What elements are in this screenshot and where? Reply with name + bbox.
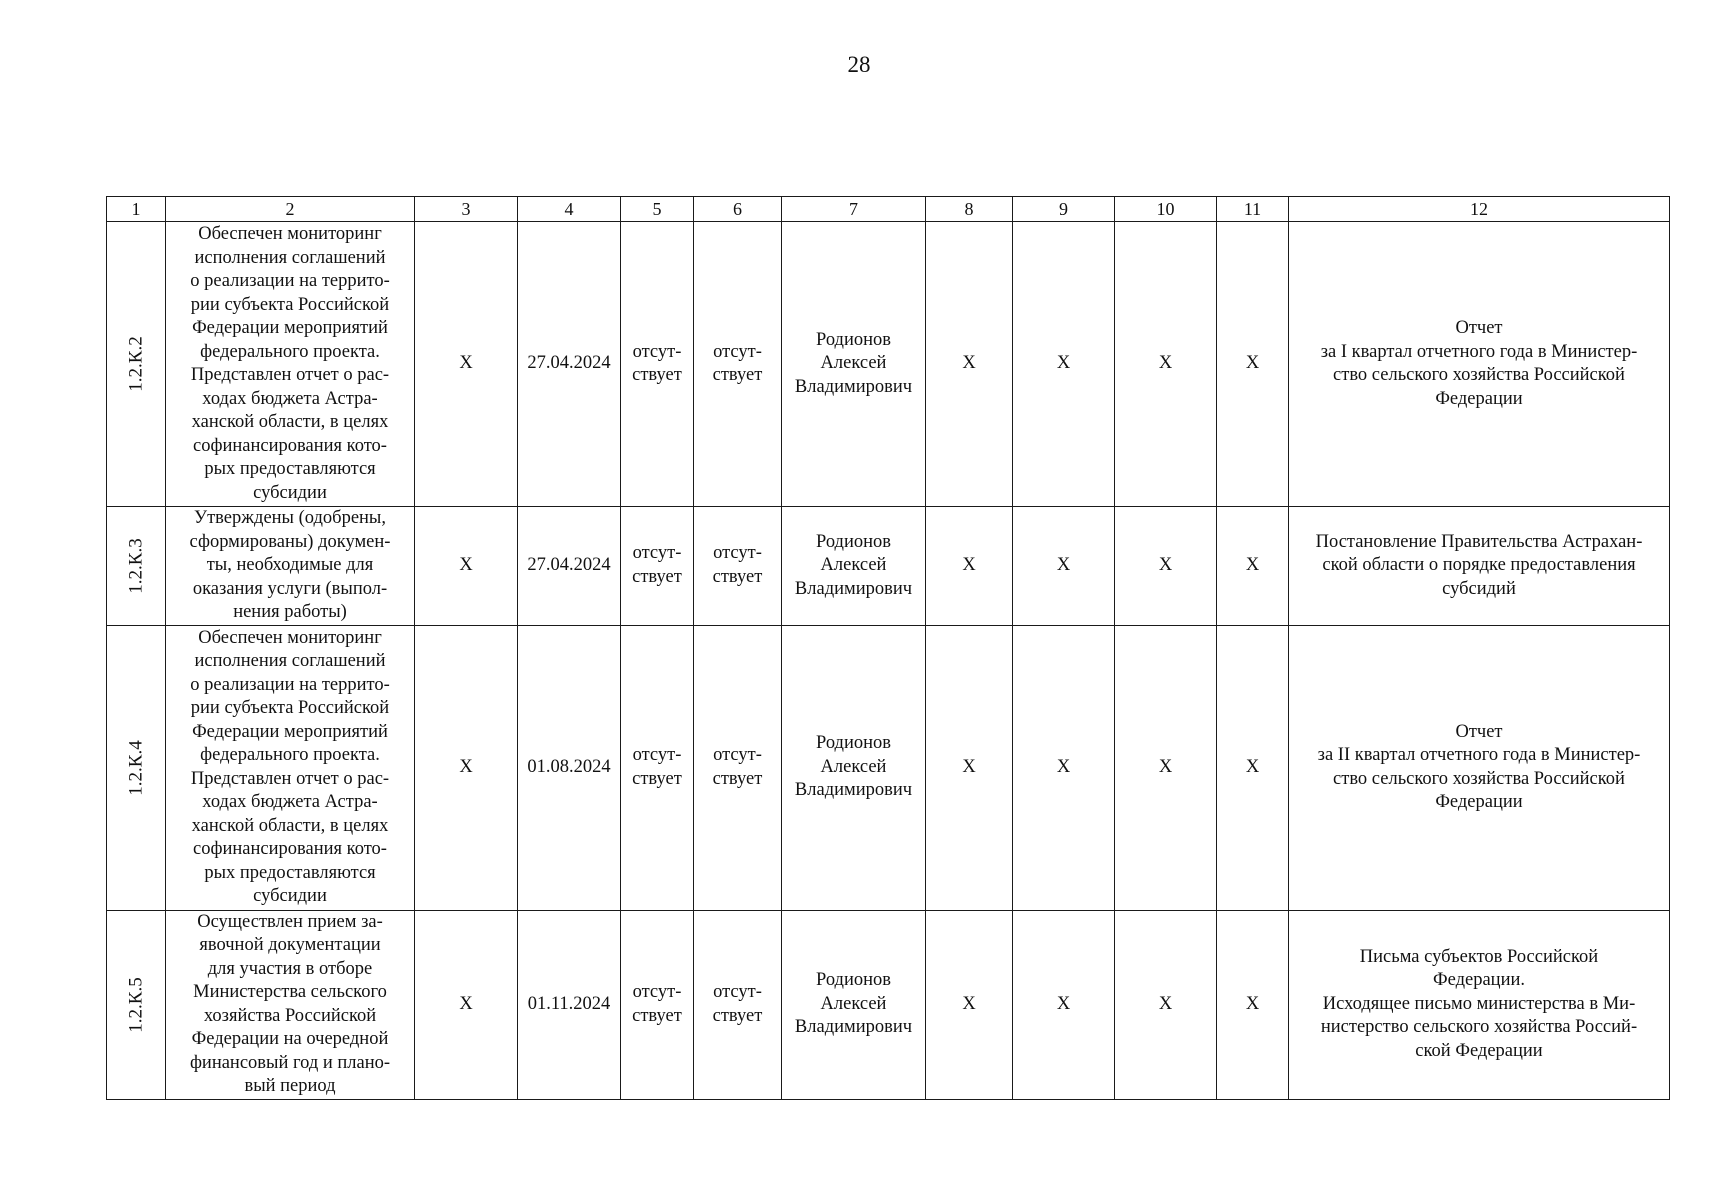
cell-col3: Х: [415, 625, 518, 910]
cell-responsible: Родионов Алексей Владимирович: [782, 625, 926, 910]
row-id: 1.2.К.4: [125, 739, 147, 796]
column-header: 10: [1115, 197, 1217, 222]
cell-col5: отсут- ствует: [621, 910, 694, 1099]
page-number: 28: [847, 52, 871, 77]
cell-date: 01.08.2024: [518, 625, 621, 910]
column-header: 12: [1289, 197, 1670, 222]
row-id-cell: [107, 222, 166, 507]
cell-col6: отсут- ствует: [694, 507, 782, 626]
column-header: 7: [782, 197, 926, 222]
cell-document: Отчет за I квартал отчетного года в Министер- ство сельского хозяйства Российской Федерации: [1289, 222, 1670, 507]
cell-col10: Х: [1115, 910, 1217, 1099]
column-header: 8: [926, 197, 1013, 222]
cell-col6: отсут- ствует: [694, 222, 782, 507]
column-header: 3: [415, 197, 518, 222]
cell-date: 27.04.2024: [518, 222, 621, 507]
row-description: Осуществлен прием за- явочной документации для участия в отборе Министерства сельского хозяйства Российской Федерации на очередной финансовый год и плано- вый период: [166, 910, 415, 1099]
cell-col6: отсут- ствует: [694, 910, 782, 1099]
cell-col11: Х: [1217, 910, 1289, 1099]
row-description: Обеспечен мониторинг исполнения соглашений о реализации на террито- рии субъекта Российской Федерации мероприятий федерального проекта. Представлен отчет о рас- ходах бюджета Астра- ханской области, в целях софинансирования кото- рых предоставляются субсидии: [166, 222, 415, 507]
cell-col11: Х: [1217, 222, 1289, 507]
cell-col11: Х: [1217, 507, 1289, 626]
row-id-cell: [107, 625, 166, 910]
row-id-cell: [107, 910, 166, 1099]
cell-date: 01.11.2024: [518, 910, 621, 1099]
cell-col8: Х: [926, 222, 1013, 507]
cell-col10: Х: [1115, 507, 1217, 626]
column-header: 2: [166, 197, 415, 222]
cell-col8: Х: [926, 507, 1013, 626]
cell-col5: отсут- ствует: [621, 625, 694, 910]
cell-responsible: Родионов Алексей Владимирович: [782, 222, 926, 507]
row-id: 1.2.К.3: [125, 538, 147, 594]
cell-col9: Х: [1013, 222, 1115, 507]
cell-responsible: Родионов Алексей Владимирович: [782, 507, 926, 626]
cell-col5: отсут- ствует: [621, 507, 694, 626]
row-id: 1.2.К.2: [125, 336, 147, 392]
cell-col10: Х: [1115, 222, 1217, 507]
column-header: 9: [1013, 197, 1115, 222]
row-id-cell: [107, 507, 166, 626]
column-header: 1: [107, 197, 166, 222]
row-description: Утверждены (одобрены, сформированы) докумен- ты, необходимые для оказания услуги (выпол- нения работы): [166, 507, 415, 626]
cell-document: Письма субъектов Российской Федерации. Исходящее письмо министерства в Ми- нистерство сельского хозяйства Россий- ской Федерации: [1289, 910, 1670, 1099]
control-points-table: [106, 196, 1670, 1100]
cell-document: Постановление Правительства Астрахан- ской области о порядке предоставления субсидий: [1289, 507, 1670, 626]
table-row: [107, 222, 1670, 507]
table-row: [107, 507, 1670, 626]
row-id: 1.2.К.5: [125, 976, 147, 1033]
cell-col9: Х: [1013, 507, 1115, 626]
cell-col10: Х: [1115, 625, 1217, 910]
cell-col8: Х: [926, 625, 1013, 910]
cell-col11: Х: [1217, 625, 1289, 910]
cell-col5: отсут- ствует: [621, 222, 694, 507]
column-header: 6: [694, 197, 782, 222]
table-row: [107, 910, 1670, 1099]
cell-date: 27.04.2024: [518, 507, 621, 626]
column-header: 11: [1217, 197, 1289, 222]
table-header-row: [107, 197, 1670, 222]
row-description: Обеспечен мониторинг исполнения соглашений о реализации на террито- рии субъекта Российской Федерации мероприятий федерального проекта. Представлен отчет о рас- ходах бюджета Астра- ханской области, в целях софинансирования кото- рых предоставляются субсидии: [166, 625, 415, 910]
cell-col8: Х: [926, 910, 1013, 1099]
cell-document: Отчет за II квартал отчетного года в Министер- ство сельского хозяйства Российской Федерации: [1289, 625, 1670, 910]
cell-col3: Х: [415, 222, 518, 507]
cell-responsible: Родионов Алексей Владимирович: [782, 910, 926, 1099]
cell-col3: Х: [415, 910, 518, 1099]
cell-col9: Х: [1013, 910, 1115, 1099]
cell-col9: Х: [1013, 625, 1115, 910]
cell-col3: Х: [415, 507, 518, 626]
cell-col6: отсут- ствует: [694, 625, 782, 910]
column-header: 5: [621, 197, 694, 222]
table-row: [107, 625, 1670, 910]
column-header: 4: [518, 197, 621, 222]
